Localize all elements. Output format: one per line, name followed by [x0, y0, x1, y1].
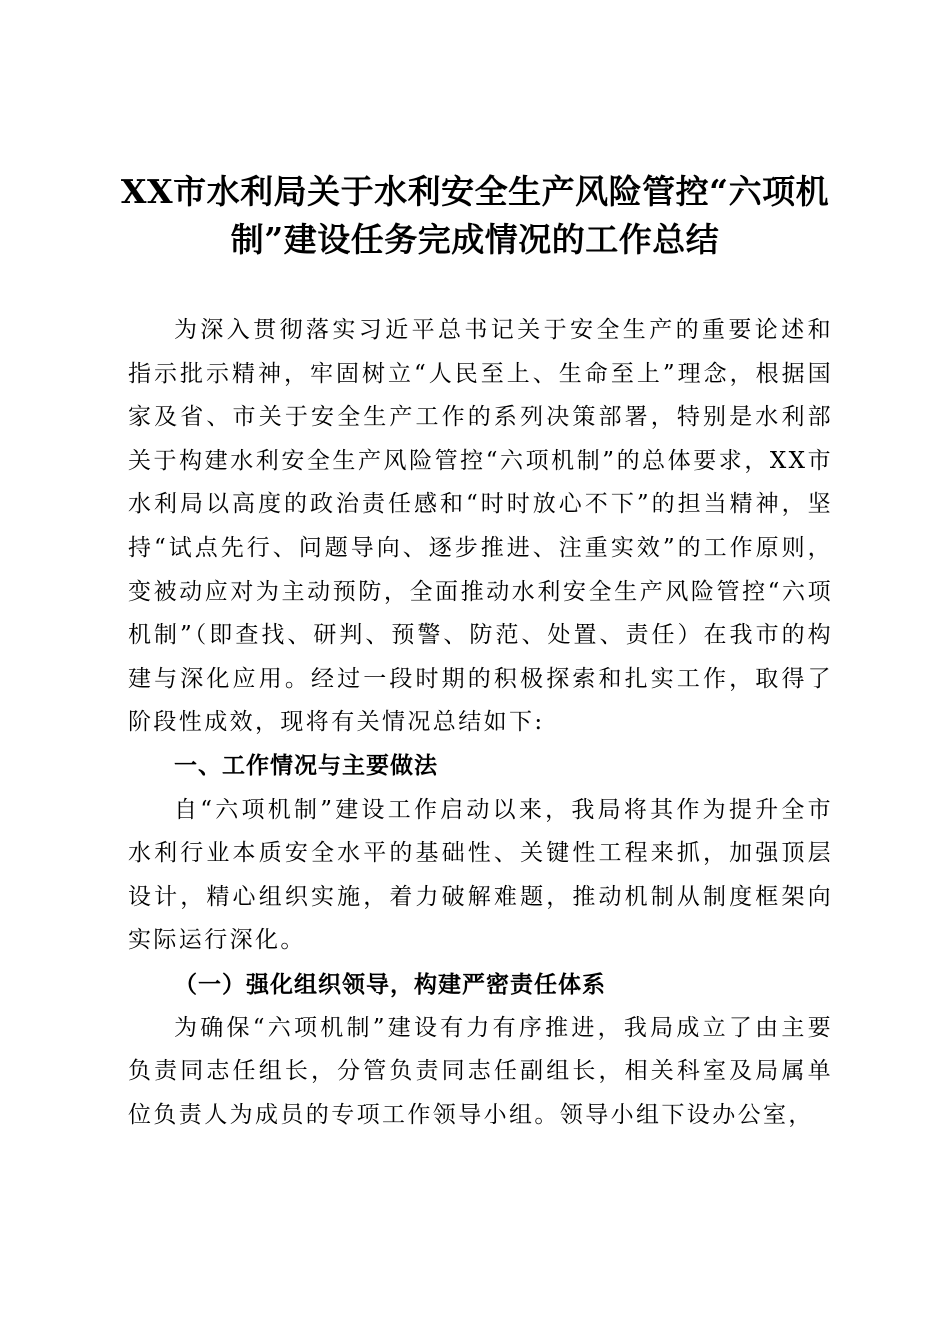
subsection-1-paragraph: 为确保“六项机制”建设有力有序推进，我局成立了由主要负责同志任组长，分管负责同志任副组长，相关科室及局属单位负责人为成员的专项工作领导小组。领导小组下设办公室， — [128, 1014, 833, 1128]
subsection-1-heading: （一）强化组织领导，构建严密责任体系 — [174, 970, 606, 998]
document-body — [128, 309, 833, 1137]
section-1-paragraph: 自“六项机制”建设工作启动以来，我局将其作为提升全市水利行业本质安全水平的基础性、关键性工程来抓，加强顶层设计，精心组织实施，着力破解难题，推动机制从制度框架向实际运行深化。 — [128, 796, 833, 954]
intro-paragraph: 为深入贯彻落实习近平总书记关于安全生产的重要论述和指示批示精神，牢固树立“人民至上、生命至上”理念，根据国家及省、市关于安全生产工作的系列决策部署，特别是水利部关于构建水利安全生产风险管控“六项机制”的总体要求，XX市水利局以高度的政治责任感和“时时放心不下”的担当精神，坚持“试点先行、问题导向、逐步推进、注重实效”的工作原则，变被动应对为主动预防，全面推动水利安全生产风险管控“六项机制”（即查找、研判、预警、防范、处置、责任）在我市的构建与深化应用。经过一段时期的积极探索和扎实工作，取得了阶段性成效，现将有关情况总结如下: — [128, 317, 833, 736]
document-title: XX市水利局关于水利安全生产风险管控“六项机制”建设任务完成情况的工作总结 — [120, 172, 830, 259]
section-1-heading: 一、工作情况与主要做法 — [174, 752, 438, 779]
